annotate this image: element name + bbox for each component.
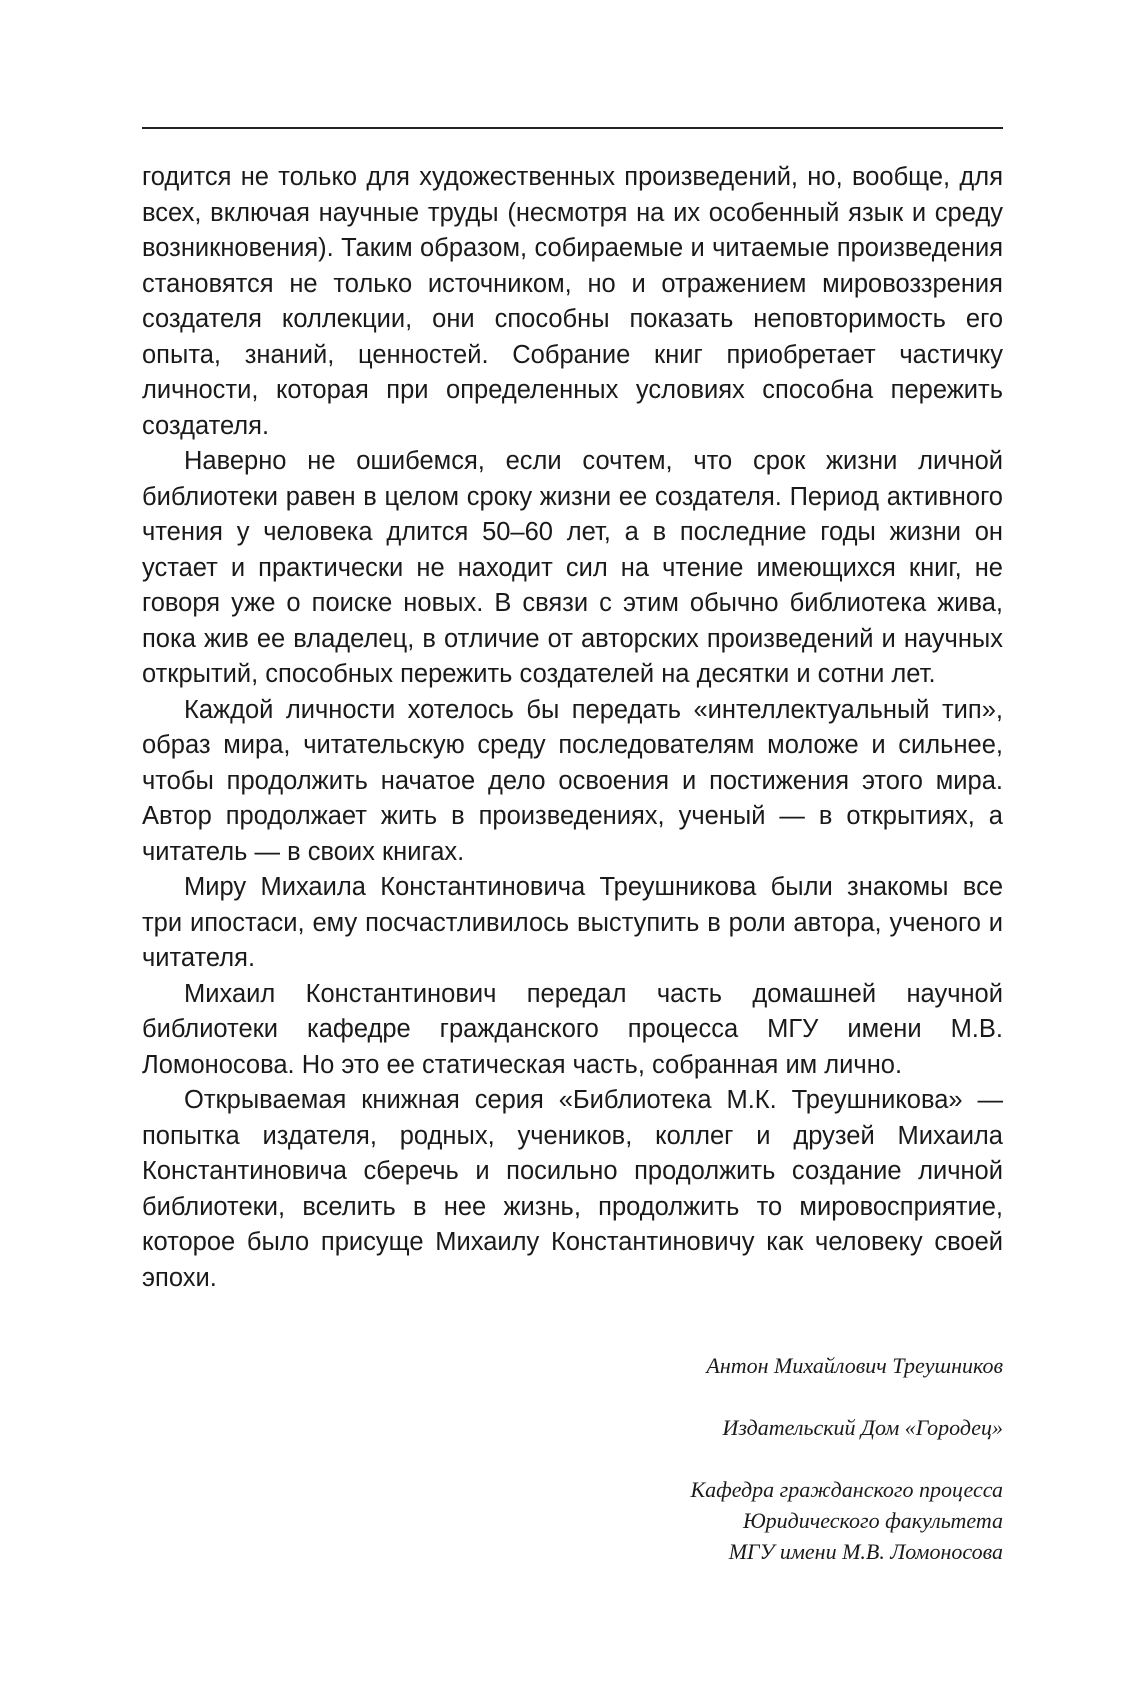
book-page [142, 0, 1003, 1693]
paragraph-library-lifespan: Наверно не ошибемся, если сочтем, что срок жизни личной библиотеки равен в целом сроку жизни ее создателя. Период активного чтения у человека длится 50–60 лет, а в последние годы жизни он устает и практически не находит сил на чтение имеющихся книг, не говоря уже о поиске новых. В связи с этим обычно библиотека жива, пока жив ее владелец, в отличие от авторских произведений и научных открытий, способных пережить создателей на десятки и сотни лет. [142, 447, 1003, 688]
body-text [142, 160, 1003, 1296]
signature-publisher-name: Издательский Дом «Городец» [722, 1415, 1003, 1440]
signature-author-name: Антон Михайлович Треушников [706, 1353, 1003, 1378]
signature-department-line-1: Кафедра гражданского процесса [690, 1477, 1003, 1502]
signature-department-line-2: Юридического факультета [742, 1508, 1003, 1533]
paragraph-book-series: Открываемая книжная серия «Библиотека М.К. Треушникова» — попытка издателя, родных, учеников, коллег и друзей Михаила Константиновича сберечь и посильно продолжить создание личной библиотеки, вселить в нее жизнь, продолжить то мировосприятие, которое было присуще Михаилу Константиновичу как человеку своей эпохи. [142, 1086, 1003, 1292]
paragraph-three-hypostases: Миру Михаила Константиновича Треушникова были знакомы все три ипостаси, ему посчастливилось выступить в роли автора, ученого и читателя. [142, 873, 1003, 972]
paragraph-intellectual-type: Каждой личности хотелось бы передать «интеллектуальный тип», образ мира, читательскую среду последователям моложе и сильнее, чтобы продолжить начатое дело освоения и постижения этого мира. Автор продолжает жить в произведениях, ученый — в открытиях, а читатель — в своих книгах. [142, 695, 1003, 866]
paragraph-continuation: годится не только для художественных произведений, но, вообще, для всех, включая научные труды (несмотря на их особенный язык и среду возникновения). Таким образом, собираемые и читаемые произведения становятся не только источником, но и отражением мировоззрения создателя коллекции, они способны показать неповторимость его опыта, знаний, ценностей. Собрание книг приобретает частичку личности, которая при определенных условиях способна пережить создателя. [142, 163, 1003, 440]
paragraph-library-donation: Михаил Константинович передал часть домашней научной библиотеки кафедре гражданского процесса МГУ имени М.В. Ломоносова. Но это ее статическая часть, собранная им лично. [142, 979, 1003, 1079]
signature-publisher [142, 1412, 1003, 1443]
signature-department-line-3: МГУ имени М.В. Ломоносова [728, 1539, 1003, 1564]
signatures [142, 1350, 1003, 1598]
header-rule [142, 127, 1003, 129]
signature-author [142, 1350, 1003, 1381]
signature-department [142, 1474, 1003, 1567]
